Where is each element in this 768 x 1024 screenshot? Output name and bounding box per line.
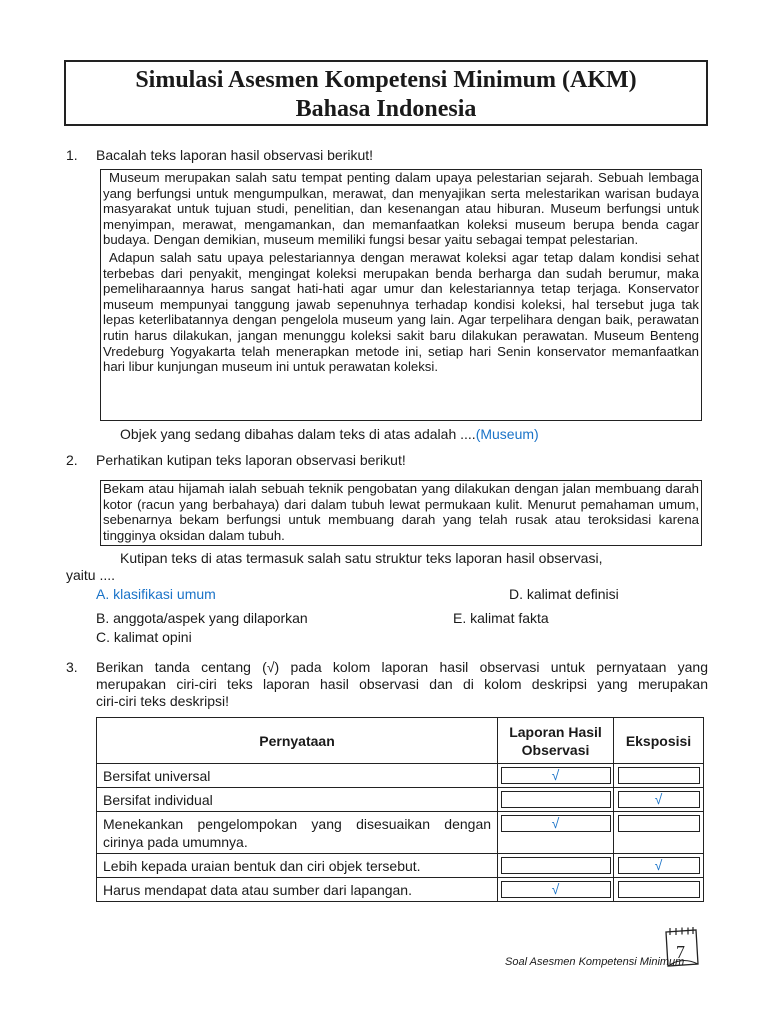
table-row bbox=[97, 854, 704, 878]
question-3-number: 3. bbox=[66, 659, 78, 675]
question-2-question-line-1: Kutipan teks di atas termasuk salah satu struktur teks laporan hasil observasi, bbox=[120, 550, 603, 566]
question-2-question-line-2: yaitu .... bbox=[66, 567, 116, 583]
question-1-number: 1. bbox=[66, 147, 78, 163]
table-row bbox=[97, 878, 704, 902]
question-2-passage bbox=[100, 480, 702, 546]
row-laporan-cell bbox=[498, 764, 614, 788]
laporan-checkbox[interactable]: √ bbox=[501, 815, 611, 832]
eksposisi-checkbox[interactable] bbox=[618, 881, 700, 898]
option-a: A. klasifikasi umum bbox=[96, 586, 216, 602]
question-3-prompt-line-1: Berikan tanda centang (√) pada kolom laporan hasil observasi untuk pernyataan yang bbox=[96, 659, 708, 675]
title-box bbox=[64, 60, 708, 126]
row-eksposisi-cell bbox=[614, 764, 704, 788]
title-line-2: Bahasa Indonesia bbox=[295, 96, 477, 122]
eksposisi-checkbox[interactable]: √ bbox=[618, 857, 700, 874]
row-statement: Menekankan pengelompokan yang disesuaikan dengan cirinya pada umumnya. bbox=[97, 812, 498, 854]
row-statement: Bersifat individual bbox=[97, 788, 498, 812]
header-laporan-line-2: Observasi bbox=[521, 741, 590, 758]
question-2-passage-text: Bekam atau hijamah ialah sebuah teknik pengobatan yang dilakukan dengan jalan membuang darah kotor (racun yang berbahaya) dari dalam tubuh lewat permukaan kulit. Menurut pemahaman umum, sebenarnya bekam berfungsi untuk membuang darah yang telah rusak atau teroksidasi karena tingginya oksidan dalam tubuh. bbox=[103, 481, 699, 543]
row-eksposisi-cell bbox=[614, 854, 704, 878]
row-laporan-cell bbox=[498, 812, 614, 854]
option-e: E. kalimat fakta bbox=[453, 610, 549, 626]
laporan-checkbox[interactable] bbox=[501, 791, 611, 808]
row-laporan-cell bbox=[498, 878, 614, 902]
passage-paragraph-2: Adapun salah satu upaya pelestariannya dengan merawat koleksi agar tetap dalam kondisi sehat terbebas dari penyakit, mengingat koleksi merupakan benda berharga dan sudah berumur, maka pemeliharaannya harus sangat hati-hati agar umur dan kelestariannya tetap terjaga. Konservator museum mempunyai tanggung jawab sepenuhnya terhadap kondisi koleksi, hal tersebut juga tak lepas keterlibatannya dengan pengelola museum yang lain. Agar terpelihara dengan baik, perawatan rutin harus dilakukan, jangan menunggu koleksi sakit baru dilakukan perawatan. Museum Benteng Vredeburg Yogyakarta telah menerapkan metode ini, setiap hari Senin konservator memanfaatkan hari libur kunjungan museum ini untuk perawatan koleksi. bbox=[103, 249, 699, 375]
row-statement: Bersifat universal bbox=[97, 764, 498, 788]
row-statement: Harus mendapat data atau sumber dari lapangan. bbox=[97, 878, 498, 902]
laporan-checkbox[interactable] bbox=[501, 857, 611, 874]
row-eksposisi-cell bbox=[614, 788, 704, 812]
question-3-prompt-line-2: merupakan ciri-ciri teks laporan hasil observasi dan di kolom deskripsi yang merupakan bbox=[96, 676, 708, 692]
question-1-question-text: Objek yang sedang dibahas dalam teks di atas adalah .... bbox=[120, 426, 476, 442]
header-laporan bbox=[498, 718, 614, 764]
header-laporan-line-1: Laporan Hasil bbox=[509, 723, 602, 740]
row-statement: Lebih kepada uraian bentuk dan ciri objek tersebut. bbox=[97, 854, 498, 878]
row-laporan-cell bbox=[498, 854, 614, 878]
laporan-checkbox[interactable]: √ bbox=[501, 881, 611, 898]
question-2-number: 2. bbox=[66, 452, 78, 468]
row-eksposisi-cell bbox=[614, 812, 704, 854]
table-header-row bbox=[97, 718, 704, 764]
title-line-1: Simulasi Asesmen Kompetensi Minimum (AKM) bbox=[135, 67, 637, 93]
option-d: D. kalimat definisi bbox=[509, 586, 619, 602]
header-eksposisi: Eksposisi bbox=[614, 718, 704, 764]
page-number: 7 bbox=[676, 942, 685, 962]
eksposisi-checkbox[interactable] bbox=[618, 767, 700, 784]
question-1-passage bbox=[100, 169, 702, 421]
question-1-answer: (Museum) bbox=[475, 426, 539, 442]
table-row bbox=[97, 764, 704, 788]
passage-paragraph-1: Museum merupakan salah satu tempat penting dalam upaya pelestarian sejarah. Sebuah lembaga yang berfungsi untuk mengumpulkan, merawat, dan menyajikan serta melestarikan warisan budaya masyarakat untuk tujuan studi, penelitian, dan kesenangan atau hiburan. Museum berfungsi untuk menyimpan, merawat, mengamankan, dan memanfaatkan koleksi museum berupa benda cagar budaya. Dengan demikian, museum memiliki fungsi besar yaitu sebagai tempat pelestarian. bbox=[103, 170, 699, 248]
eksposisi-checkbox[interactable] bbox=[618, 815, 700, 832]
option-b: B. anggota/aspek yang dilaporkan bbox=[96, 610, 308, 626]
table-row bbox=[97, 788, 704, 812]
option-c: C. kalimat opini bbox=[96, 629, 192, 645]
question-1-prompt: Bacalah teks laporan hasil observasi berikut! bbox=[96, 147, 374, 163]
footer-label: Soal Asesmen Kompetensi Minimum bbox=[505, 956, 685, 968]
statement-table bbox=[96, 717, 704, 902]
question-2-prompt: Perhatikan kutipan teks laporan observasi berikut! bbox=[96, 452, 406, 468]
table-row bbox=[97, 812, 704, 854]
question-3-prompt bbox=[96, 659, 708, 710]
eksposisi-checkbox[interactable]: √ bbox=[618, 791, 700, 808]
laporan-checkbox[interactable]: √ bbox=[501, 767, 611, 784]
header-statement: Pernyataan bbox=[97, 718, 498, 764]
row-eksposisi-cell bbox=[614, 878, 704, 902]
row-laporan-cell bbox=[498, 788, 614, 812]
question-1-question bbox=[120, 426, 539, 442]
question-3-prompt-line-3: ciri-ciri teks deskripsi! bbox=[96, 693, 230, 709]
